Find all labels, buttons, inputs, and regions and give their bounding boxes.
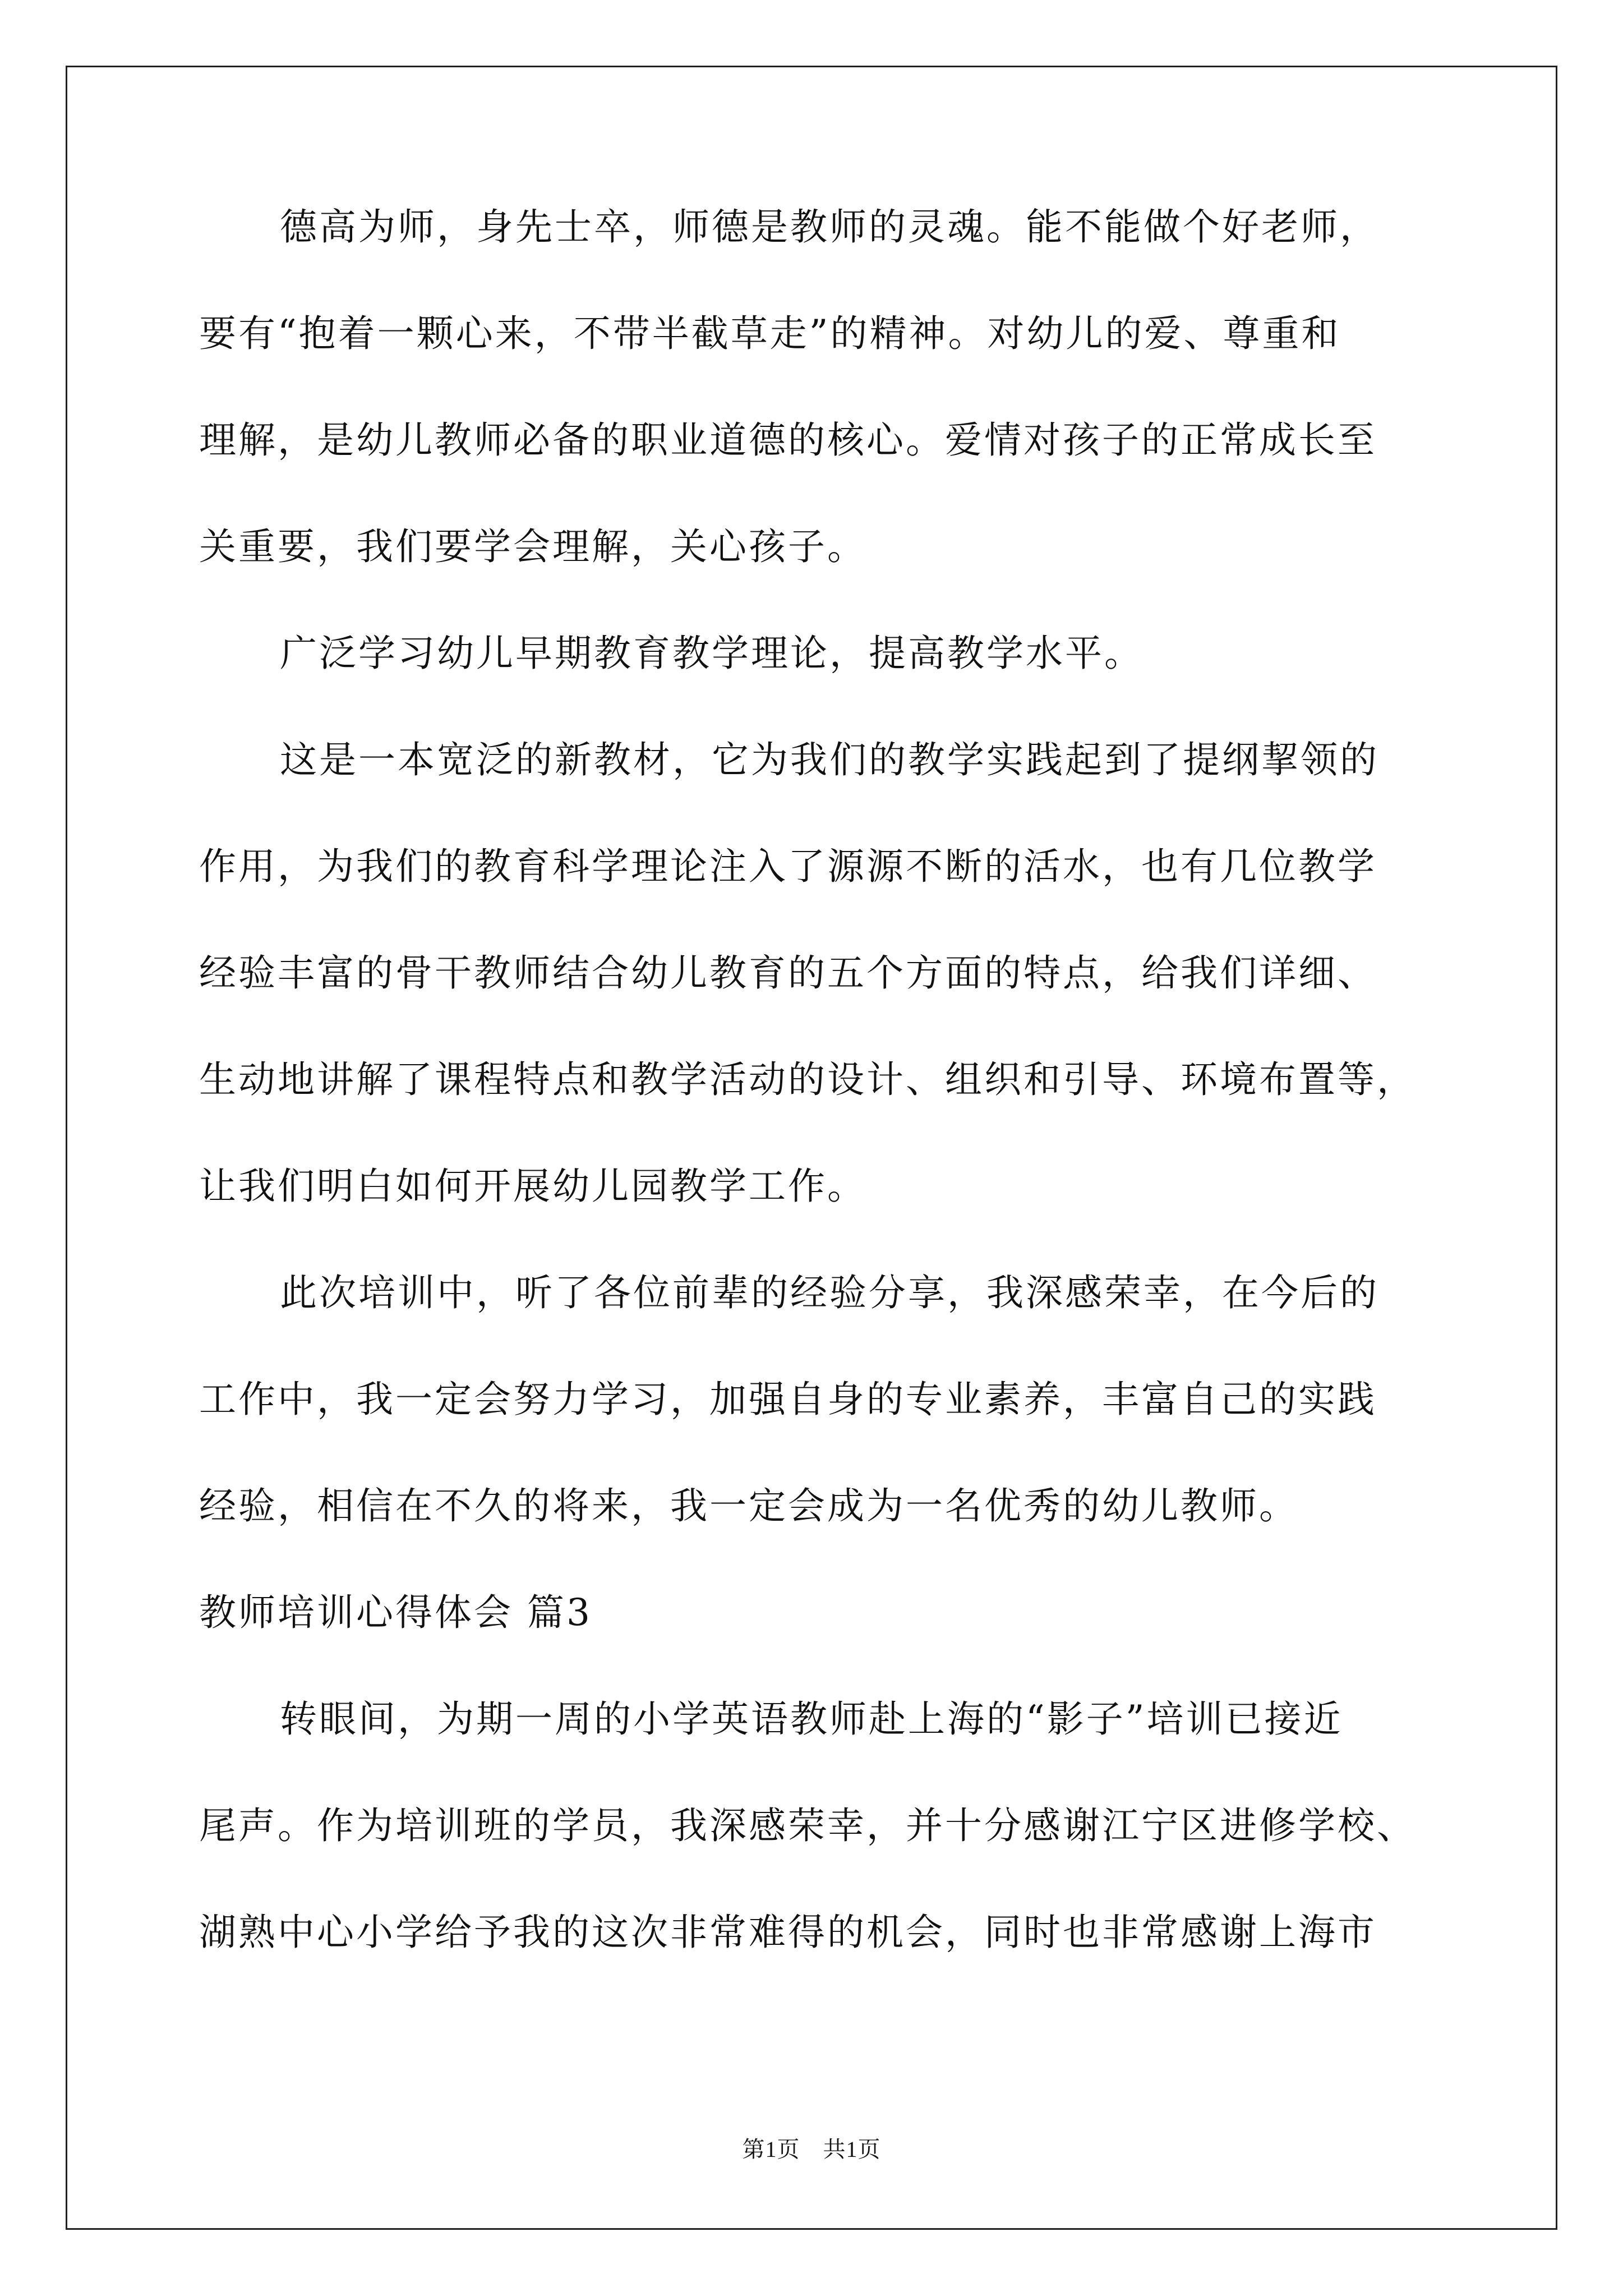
paragraph-line: 经验丰富的骨干教师结合幼儿教育的五个方面的特点，给我们详细、 — [199, 951, 1377, 995]
paragraph-line: 作用，为我们的教育科学理论注入了源源不断的活水，也有几位教学 — [199, 845, 1377, 888]
section-heading: 教师培训心得体会 篇3 — [199, 1591, 592, 1634]
page-footer: 第1页 共1页 — [742, 2137, 881, 2162]
paragraph-line: 生动地讲解了课程特点和教学活动的设计、组织和引导、环境布置等， — [199, 1058, 1416, 1101]
paragraph-line: 理解，是幼儿教师必备的职业道德的核心。爱情对孩子的正常成长至 — [199, 418, 1377, 462]
paragraph-line: 尾声。作为培训班的学员，我深感荣幸，并十分感谢江宁区进修学校、 — [199, 1804, 1416, 1847]
paragraph-line: 转眼间，为期一周的小学英语教师赴上海的“影子”培训已接近 — [280, 1697, 1343, 1741]
paragraph-line: 关重要，我们要学会理解，关心孩子。 — [199, 525, 866, 568]
paragraph-line: 湖熟中心小学给予我的这次非常难得的机会，同时也非常感谢上海市 — [199, 1911, 1377, 1954]
paragraph-line: 让我们明白如何开展幼儿园教学工作。 — [199, 1165, 866, 1208]
paragraph-line: 经验，相信在不久的将来，我一定会成为一名优秀的幼儿教师。 — [199, 1484, 1298, 1527]
page-border — [66, 66, 1557, 2230]
paragraph-line: 广泛学习幼儿早期教育教学理论，提高教学水平。 — [280, 632, 1144, 675]
paragraph-line: 德高为师，身先士卒，师德是教师的灵魂。能不能做个好老师， — [280, 205, 1379, 249]
paragraph-line: 此次培训中，听了各位前辈的经验分享，我深感荣幸，在今后的 — [280, 1271, 1379, 1314]
paragraph-line: 工作中，我一定会努力学习，加强自身的专业素养，丰富自己的实践 — [199, 1378, 1377, 1421]
paragraph-line: 要有“抱着一颗心来，不带半截草走”的精神。对幼儿的爱、尊重和 — [199, 312, 1341, 355]
paragraph-line: 这是一本宽泛的新教材，它为我们的教学实践起到了提纲挈领的 — [280, 738, 1379, 781]
